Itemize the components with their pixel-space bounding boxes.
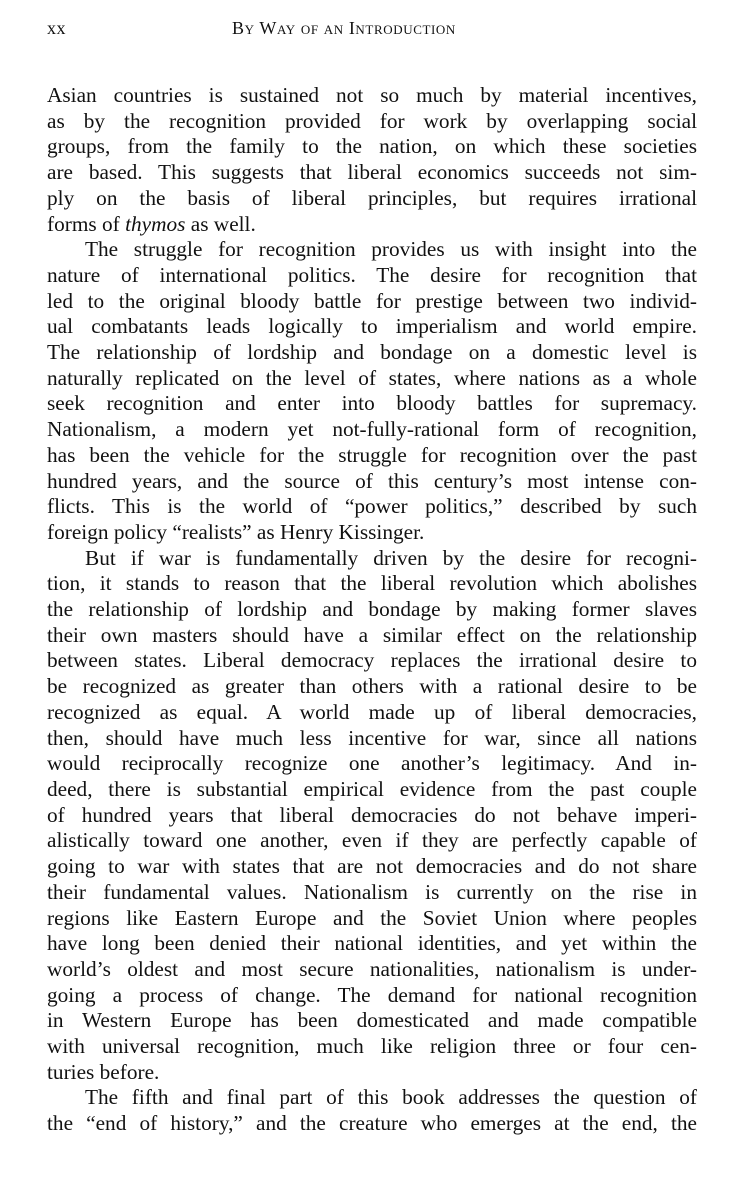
text-line: then, should have much less incentive for war, since all nations [47,725,697,750]
text-line: Nationalism, a modern yet not-fully-rational form of recognition, [47,417,697,442]
page-number: xx [47,18,66,38]
text-line: going to war with states that are not democracies and do not share [47,854,697,879]
text-line: between states. Liberal democracy replaces the irrational desire to [47,648,697,673]
text-line: The struggle for recognition provides us with insight into the [85,237,697,262]
text-line: flicts. This is the world of “power politics,” described by such [47,494,697,519]
text-line: ply on the basis of liberal principles, but requires irrational [47,185,697,210]
text-line: alistically toward one another, even if they are perfectly capable of [47,828,697,853]
running-head-title: By Way of an Introduction [232,18,456,38]
text-line: hundred years, and the source of this century’s most intense con- [47,468,697,493]
paragraph [47,83,697,237]
text-line: The fifth and final part of this book addresses the question of [85,1085,697,1110]
body-text [47,83,697,1137]
italic-term: thymos [125,211,186,236]
text-line: seek recognition and enter into bloody battles for supremacy. [47,391,697,416]
text-line: turies before. [47,1059,160,1084]
text-line: have long been denied their national identities, and yet within the [47,931,697,956]
text-line: the “end of history,” and the creature who emerges at the end, the [47,1111,697,1136]
text-line: in Western Europe has been domesticated and made compatible [47,1008,697,1033]
paragraph [47,546,697,1086]
running-head [47,16,697,40]
book-page [47,0,697,1183]
text-line: has been the vehicle for the struggle for recognition over the past [47,442,697,467]
paragraph [47,237,697,545]
text-line: The relationship of lordship and bondage on a domestic level is [47,340,697,365]
text-line: are based. This suggests that liberal economics succeeds not sim- [47,160,697,185]
text-line: tion, it stands to reason that the liberal revolution which abolishes [47,571,697,596]
text-line: of hundred years that liberal democracies do not behave imperi- [47,802,697,827]
text-line: led to the original bloody battle for prestige between two individ- [47,288,697,313]
paragraph [47,1085,697,1136]
text-line: naturally replicated on the level of states, where nations as a whole [47,365,697,390]
text-line: going a process of change. The demand for national recognition [47,982,697,1007]
text-line: be recognized as greater than others with a rational desire to be [47,674,697,699]
text-line: the relationship of lordship and bondage by making former slaves [47,597,697,622]
text-line: deed, there is substantial empirical evidence from the past couple [47,776,697,801]
text-line: recognized as equal. A world made up of liberal democracies, [47,699,697,724]
text-line: nature of international politics. The desire for recognition that [47,262,697,287]
text-line: forms of thymos as well. [47,211,256,236]
text-line: world’s oldest and most secure nationalities, nationalism is under- [47,956,697,981]
text-line: regions like Eastern Europe and the Soviet Union where peoples [47,905,697,930]
text-line: with universal recognition, much like religion three or four cen- [47,1034,697,1059]
text-line: would reciprocally recognize one another’s legitimacy. And in- [47,751,697,776]
text-line: groups, from the family to the nation, on which these societies [47,134,697,159]
text-line: their own masters should have a similar effect on the relationship [47,622,697,647]
text-line: their fundamental values. Nationalism is currently on the rise in [47,879,697,904]
text-line: But if war is fundamentally driven by the desire for recogni- [85,545,697,570]
text-line: ual combatants leads logically to imperialism and world empire. [47,314,697,339]
text-line: as by the recognition provided for work by overlapping social [47,108,697,133]
text-line: foreign policy “realists” as Henry Kissinger. [47,519,425,544]
text-line: Asian countries is sustained not so much by material incentives, [47,83,697,107]
